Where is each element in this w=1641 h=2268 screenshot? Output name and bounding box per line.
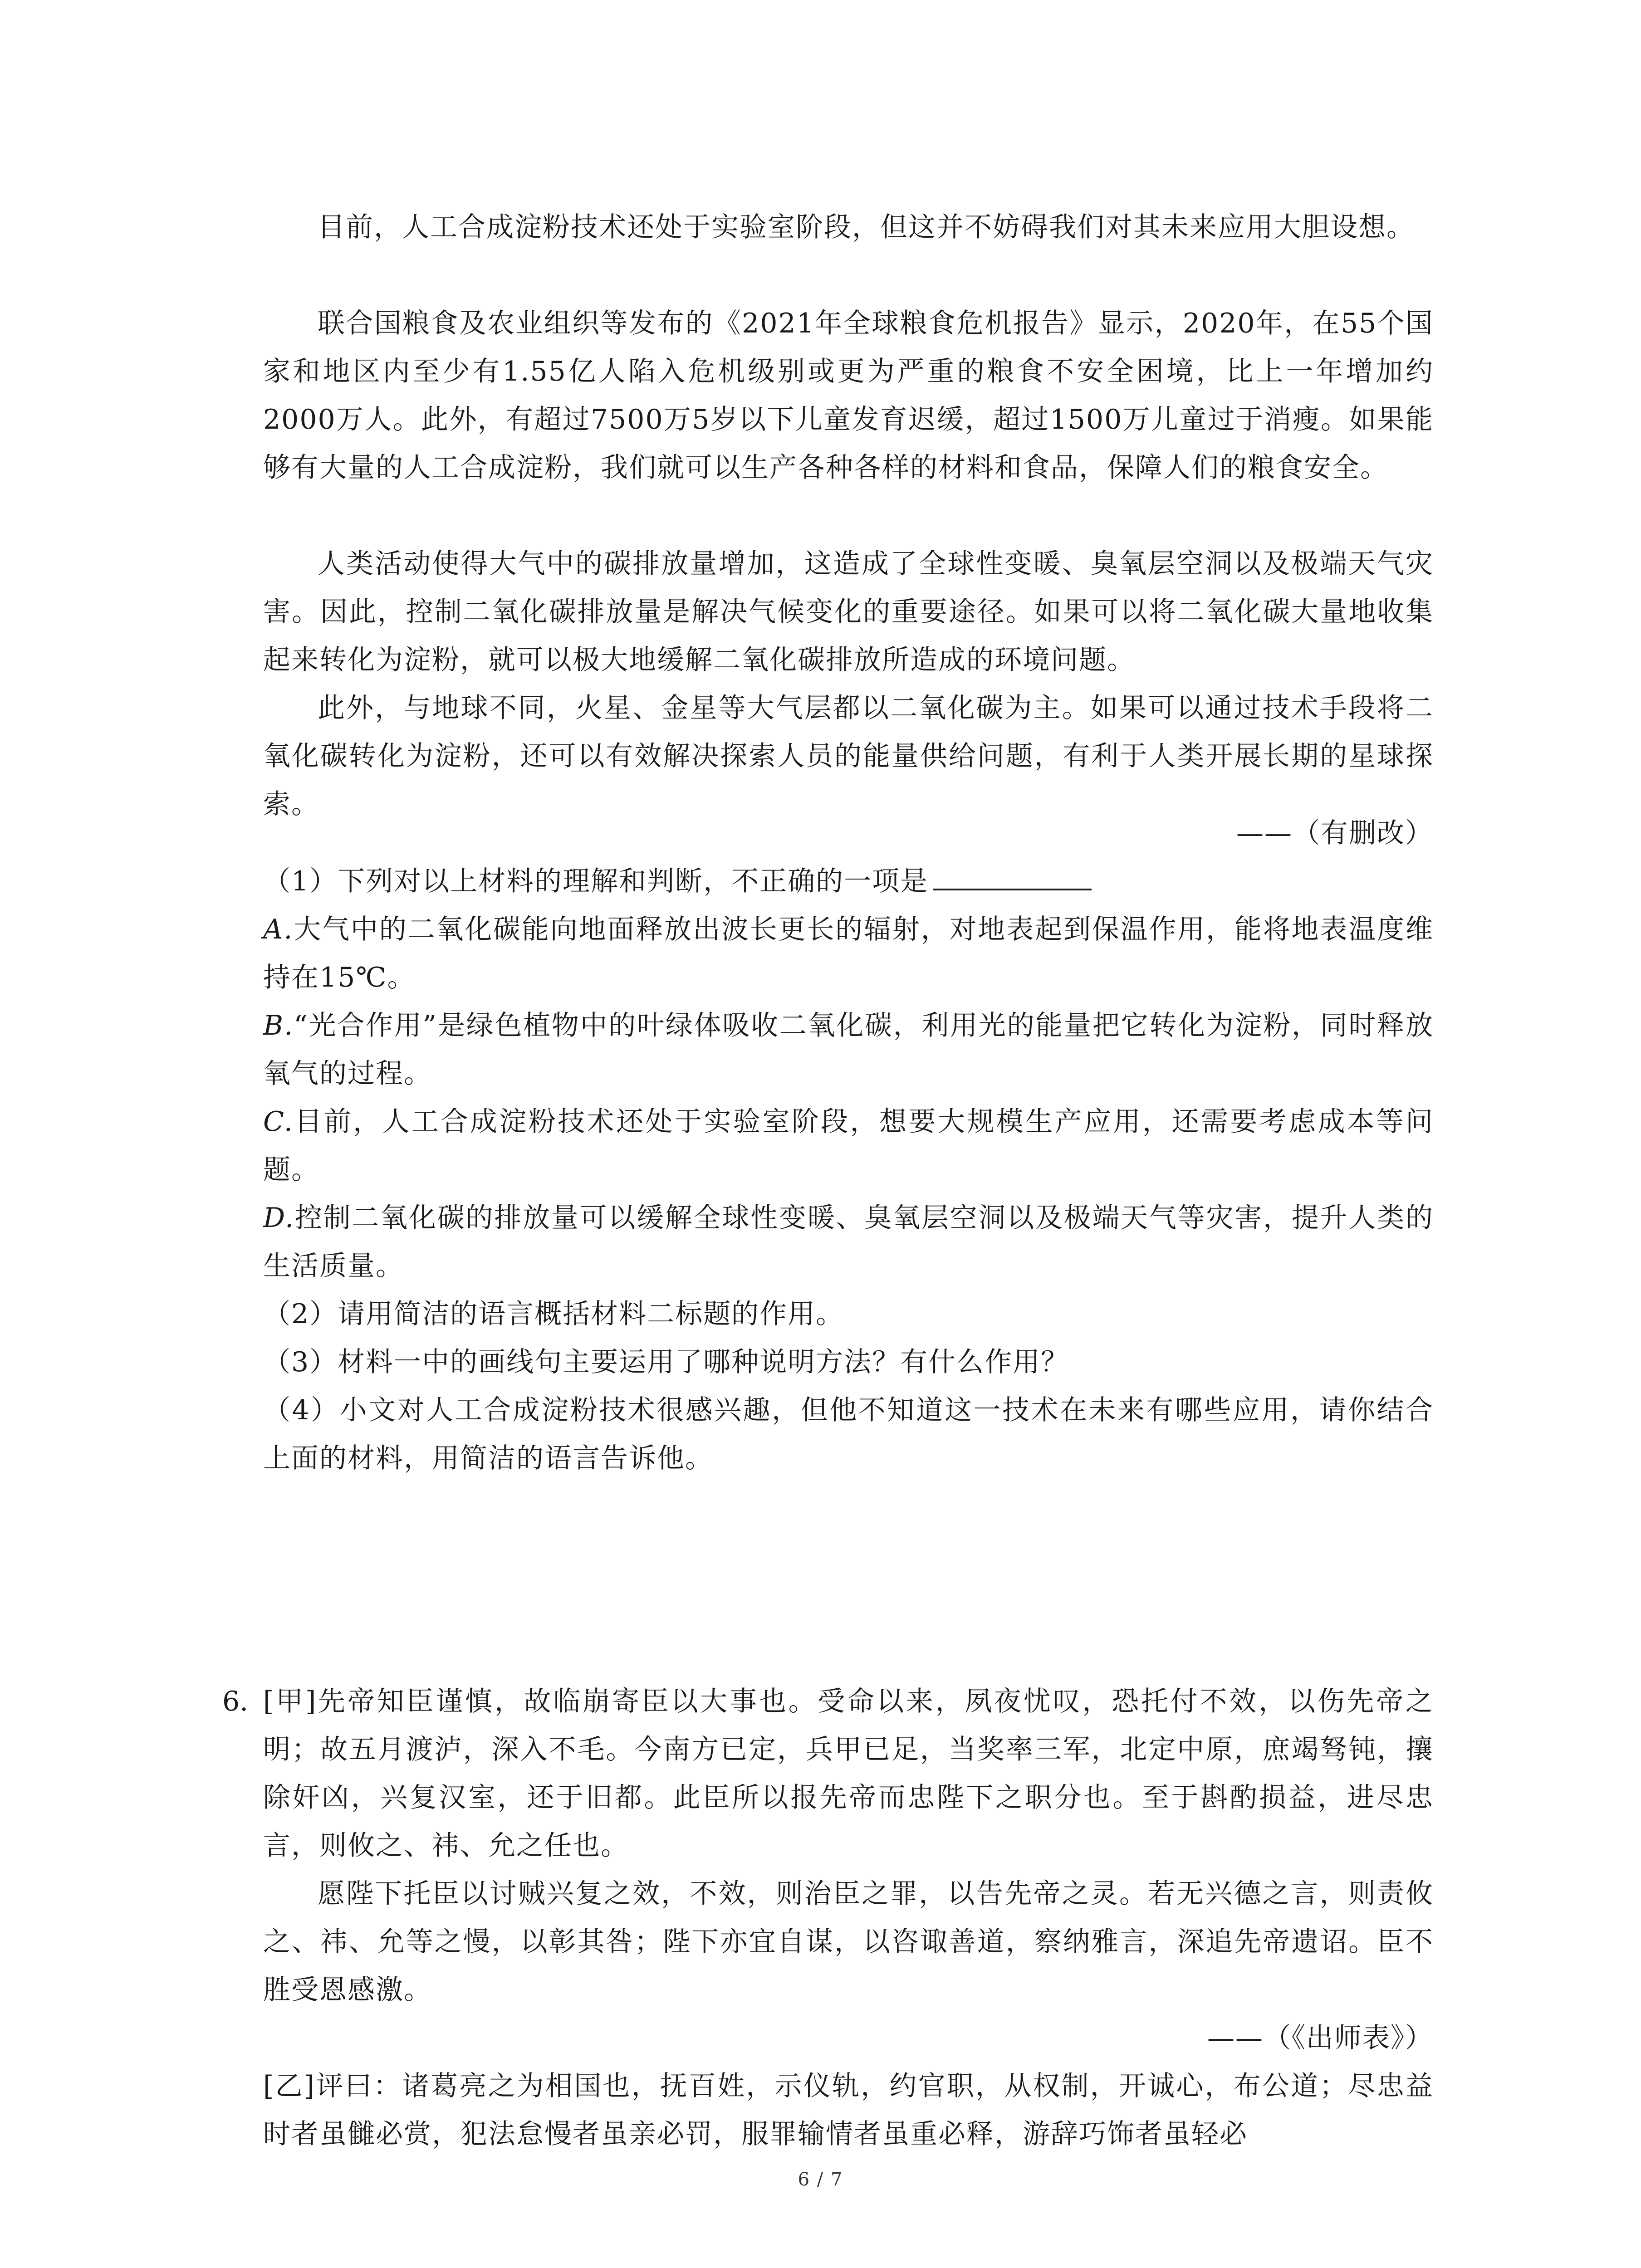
option-a — [263, 905, 1434, 1002]
option-c — [263, 1098, 1434, 1194]
option-a-text: 大气中的二氧化碳能向地面释放出波长更长的辐射，对地表起到保温作用，能将地表温度维持在15℃。 — [263, 914, 1434, 993]
option-a-letter: A. — [263, 914, 294, 945]
passage-yi-paragraph-1: [乙]评曰：诸葛亮之为相国也，抚百姓，示仪轨，约官职，从权制，开诚心，布公道；尽忠益时者虽雠必赏，犯法怠慢者虽亲必罚，服罪输情者虽重必释，游辞巧饰者虽轻必 — [263, 2070, 1434, 2150]
question-1 — [263, 857, 1434, 905]
material-paragraph-1: 目前，人工合成淀粉技术还处于实验室阶段，但这并不妨碍我们对其未来应用大胆设想。 — [318, 211, 1415, 243]
option-d-letter: D. — [263, 1202, 295, 1234]
option-b — [263, 1002, 1434, 1098]
passage-jia-paragraph-2: 愿陛下托臣以讨贼兴复之效，不效，则治臣之罪，以告先帝之灵。若无兴德之言，则责攸之、祎、允等之慢，以彰其咎；陛下亦宜自谋，以咨诹善道，察纳雅言，深追先帝遗诏。臣不胜受恩感激。 — [263, 1878, 1434, 2006]
option-b-letter: B. — [263, 1010, 294, 1041]
question-2: （2）请用简洁的语言概括材料二标题的作用。 — [263, 1298, 844, 1330]
question-6-number: 6. — [222, 1686, 249, 1717]
passage-jia-paragraph-1: [甲]先帝知臣谨慎，故临崩寄臣以大事也。受命以来，夙夜忧叹，恐托付不效，以伤先帝之明；故五月渡泸，深入不毛。今南方已定，兵甲已足，当奖率三军，北定中原，庶竭驽钝，攘除奸凶，兴复汉室，还于旧都。此臣所以报先帝而忠陛下之职分也。至于斟酌损益，进尽忠言，则攸之、祎、允之任也。 — [263, 1686, 1434, 1862]
material-source: ——（有删改） — [1236, 817, 1433, 849]
page-number: 6 / 7 — [798, 2169, 843, 2190]
passage-jia-source: ——（《出师表》） — [1207, 2022, 1433, 2054]
material-paragraph-3: 人类活动使得大气中的碳排放量增加，这造成了全球性变暖、臭氧层空洞以及极端天气灾害。因此，控制二氧化碳排放量是解决气候变化的重要途径。如果可以将二氧化碳大量地收集起来转化为淀粉，就可以极大地缓解二氧化碳排放所造成的环境问题。 — [263, 548, 1434, 676]
material-paragraph-4: 此外，与地球不同，火星、金星等大气层都以二氧化碳为主。如果可以通过技术手段将二氧化碳转化为淀粉，还可以有效解决探索人员的能量供给问题，有利于人类开展长期的星球探索。 — [263, 692, 1434, 820]
option-c-text: 目前，人工合成淀粉技术还处于实验室阶段，想要大规模生产应用，还需要考虑成本等问题。 — [263, 1106, 1434, 1186]
option-b-text: “光合作用”是绿色植物中的叶绿体吸收二氧化碳，利用光的能量把它转化为淀粉，同时释放氧气的过程。 — [263, 1010, 1434, 1090]
question-4: （4）小文对人工合成淀粉技术很感兴趣，但他不知道这一技术在未来有哪些应用，请你结合上面的材料，用简洁的语言告诉他。 — [263, 1394, 1434, 1474]
material-paragraph-2: 联合国粮食及农业组织等发布的《2021年全球粮食危机报告》显示，2020年，在55个国家和地区内至少有1.55亿人陷入危机级别或更为严重的粮食不安全困境，比上一年增加约2000万人。此外，有超过7500万5岁以下儿童发育迟缓，超过1500万儿童过于消瘦。如果能够有大量的人工合成淀粉，我们就可以生产各种各样的材料和食品，保障人们的粮食安全。 — [263, 308, 1434, 484]
option-d-text: 控制二氧化碳的排放量可以缓解全球性变暖、臭氧层空洞以及极端天气等灾害，提升人类的生活质量。 — [263, 1202, 1434, 1282]
option-c-letter: C. — [263, 1106, 294, 1138]
question-1-text: （1）下列对以上材料的理解和判断，不正确的一项是 — [263, 865, 929, 897]
question-3: （3）材料一中的画线句主要运用了哪种说明方法？有什么作用？ — [263, 1346, 1069, 1378]
answer-blank[interactable] — [933, 861, 1092, 890]
option-d — [263, 1194, 1434, 1290]
